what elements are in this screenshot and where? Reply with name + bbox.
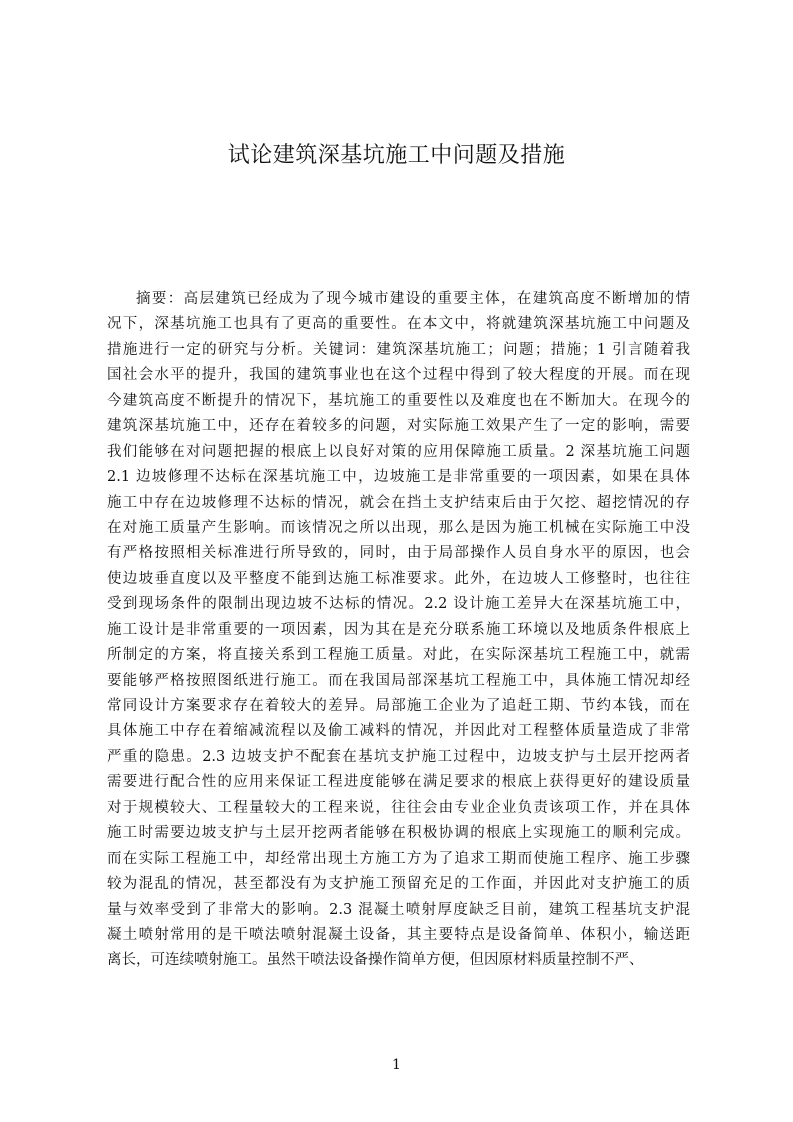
- text-line: 具体施工中存在着缩减流程以及偷工减料的情况，并因此对工程整体质量造成了非常: [107, 723, 690, 740]
- text-line: 凝土喷射常用的是干喷法喷射混凝土设备，其主要特点是设备简单、体积小，输送距: [107, 926, 690, 943]
- text-line: 对于规模较大、工程量较大的工程来说，往往会由专业企业负责该项工作，并在具体: [107, 799, 690, 816]
- text-line: 措施进行一定的研究与分析。关键词：建筑深基坑施工；问题；措施；1 引言随着我: [107, 341, 690, 358]
- text-line: 施工设计是非常重要的一项因素，因为其在是充分联系施工环境以及地质条件根底上: [107, 621, 690, 638]
- document-title: 试论建筑深基坑施工中问题及措施: [227, 143, 566, 168]
- text-line: 需要进行配合性的应用来保证工程进度能够在满足要求的根底上获得更好的建设质量: [107, 774, 690, 791]
- text-line: 建筑深基坑施工中，还存在着较多的问题，对实际施工效果产生了一定的影响，需要: [107, 418, 690, 435]
- text-line: 我们能够在对问题把握的根底上以良好对策的应用保障施工质量。2 深基坑施工问题: [107, 443, 690, 460]
- text-line: 国社会水平的提升，我国的建筑事业也在这个过程中得到了较大程度的开展。而在现: [107, 367, 690, 384]
- text-line: 摘要：高层建筑已经成为了现今城市建设的重要主体，在建筑高度不断增加的情: [136, 291, 690, 307]
- text-line: 有严格按照相关标准进行所导致的，同时，由于局部操作人员自身水平的原因，也会: [107, 545, 690, 562]
- text-line: 量与效率受到了非常大的影响。2.3 混凝土喷射厚度缺乏目前，建筑工程基坑支护混: [107, 901, 690, 918]
- text-line: 离长，可连续喷射施工。虽然干喷法设备操作简单方便，但因原材料质量控制不严、: [107, 952, 644, 969]
- text-line: 较为混乱的情况，甚至都没有为支护施工预留充足的工作面，并因此对支护施工的质: [107, 876, 690, 893]
- text-line: 常同设计方案要求存在着较大的差异。局部施工企业为了追赶工期、节约本钱，而在: [107, 698, 690, 714]
- text-line: 在对施工质量产生影响。而该情况之所以出现，那么是因为施工机械在实际施工中没: [107, 519, 690, 536]
- text-line: 所制定的方案，将直接关系到工程施工质量。对此，在实际深基坑工程施工中，就需: [107, 647, 690, 664]
- text-line: 施工中存在边坡修理不达标的情况，就会在挡土支护结束后由于欠挖、超挖情况的存: [107, 494, 690, 511]
- text-line: 严重的隐患。2.3 边坡支护不配套在基坑支护施工过程中，边坡支护与土层开挖两者: [107, 748, 690, 765]
- text-line: 施工时需要边坡支护与土层开挖两者能够在积极协调的根底上实现施工的顺利完成。: [107, 825, 690, 842]
- text-line: 使边坡垂直度以及平整度不能到达施工标准要求。此外，在边坡人工修整时，也往往: [107, 570, 690, 587]
- text-line: 今建筑高度不断提升的情况下，基坑施工的重要性以及难度也在不断加大。在现今的: [107, 392, 690, 409]
- text-line: 要能够严格按照图纸进行施工。而在我国局部深基坑工程施工中，具体施工情况却经: [107, 672, 690, 689]
- text-line: 况下，深基坑施工也具有了更高的重要性。在本文中，将就建筑深基坑施工中问题及: [107, 316, 690, 333]
- page-number: 1: [392, 1057, 401, 1073]
- body-text: [107, 287, 690, 974]
- text-line: 受到现场条件的限制出现边坡不达标的情况。2.2 设计施工差异大在深基坑施工中，: [107, 596, 690, 613]
- text-line: 而在实际工程施工中，却经常出现土方施工方为了追求工期而使施工程序、施工步骤: [107, 850, 690, 867]
- text-line: 2.1 边坡修理不达标在深基坑施工中，边坡施工是非常重要的一项因素，如果在具体: [107, 469, 690, 486]
